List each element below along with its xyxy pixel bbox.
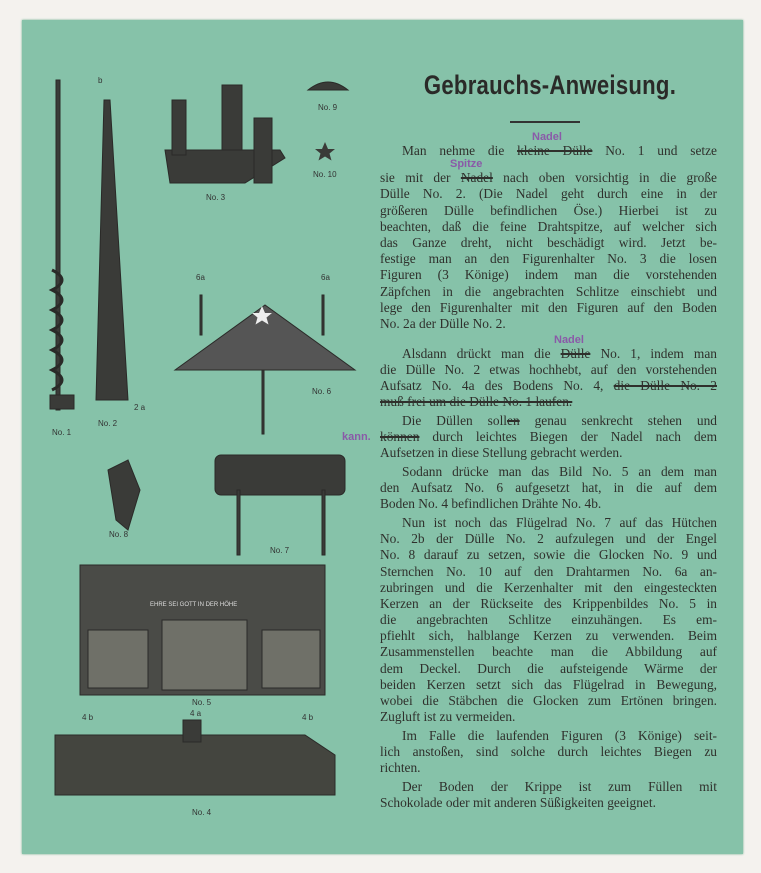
text-segment: zubringen und die Kerzenhalter mit den eingesteckten <box>380 579 717 595</box>
figure-label: No. 2 <box>98 419 118 428</box>
struck-text: Dülle <box>560 345 591 361</box>
text-segment: beachten, daß die feine Drahtspitze, auf welcher sich <box>380 218 717 234</box>
text-segment: Nun ist noch das Flügelrad No. 7 auf das Hütchen <box>402 514 717 530</box>
text-line <box>380 661 717 677</box>
text-line <box>380 515 717 531</box>
text-segment: Dülle No. 2. (Die Nadel geht durch eine in der <box>380 186 717 202</box>
bell-figure <box>308 82 348 90</box>
text-segment: Sodann drücke man das Bild No. 5 an dem man <box>402 463 717 479</box>
paragraph <box>380 464 717 513</box>
text-line <box>380 744 717 760</box>
picture-banner: EHRE SEI GOTT IN DER HÖHE <box>150 602 238 608</box>
figure-label: 4 a <box>190 709 202 718</box>
text-segment: Der Boden der Krippe ist zum Füllen mit <box>402 778 717 794</box>
text-segment: pfiehlt sich, halblange Kerzen zu verwenden. Beim <box>380 628 717 644</box>
text-segment: dem Deckel. Durch die aufsteigende Wärme der <box>380 660 717 676</box>
text-line <box>380 564 717 580</box>
figure-label: No. 8 <box>109 530 129 539</box>
text-line <box>380 394 717 410</box>
text-line <box>380 779 717 795</box>
figure-label: No. 3 <box>206 193 226 202</box>
text-line <box>380 531 717 547</box>
text-line <box>380 628 717 644</box>
text-line <box>380 693 717 709</box>
text-line <box>380 480 717 496</box>
text-segment: größeren Dülle befindlichen Öse.) Hierbei ist zu <box>380 202 717 218</box>
figure-label: No. 9 <box>318 103 338 112</box>
text-line <box>380 547 717 563</box>
figure-label: No. 5 <box>192 698 212 707</box>
text-segment: Man nehme die <box>402 143 518 158</box>
needle-figure <box>56 80 60 410</box>
text-segment: sie mit der <box>380 170 461 186</box>
text-segment: Kerzen an der Rückseite des Krippenbildes No. 5 in <box>380 595 717 611</box>
text-line <box>380 580 717 596</box>
text-segment: nach oben vorsichtig in die große <box>492 170 718 186</box>
text-line <box>380 335 717 362</box>
struck-text: muß frei um die Dülle No. 1 laufen. <box>380 394 573 410</box>
text-line <box>380 760 717 776</box>
text-line <box>380 300 717 316</box>
figure-label: No. 6 <box>312 387 332 396</box>
tube-figure <box>96 100 128 400</box>
figure-label: 6a <box>321 273 330 282</box>
text-segment: die Dülle No. 2 etwas hochhebt, auf den vorstehenden <box>380 361 717 377</box>
text-line <box>380 378 717 394</box>
text-line <box>380 464 717 480</box>
text-segment: No. 2b der Dülle No. 2 aufzulegen und der Engel <box>380 531 717 547</box>
text-line <box>380 186 717 202</box>
text-segment: wobei die Stäbchen die Glocken zum Ertönen bringen. <box>380 693 717 708</box>
text-segment: Im Falle die laufenden Figuren (3 Könige) seit- <box>402 727 717 743</box>
figure-label: 2 a <box>134 403 146 412</box>
figure-label: 6a <box>196 273 205 282</box>
paragraph <box>380 515 717 725</box>
text-line <box>380 728 717 744</box>
text-line <box>380 709 717 725</box>
text-line <box>380 612 717 628</box>
text-segment: Schokolade oder mit anderen Süßigkeiten geeignet. <box>380 795 656 811</box>
text-segment: Aufsatz No. 4a des Bodens No. 4, <box>380 377 614 393</box>
paragraph <box>380 132 717 332</box>
text-segment: durch leichtes Biegen der Nadel nach dem <box>419 429 717 444</box>
text-line <box>342 429 717 445</box>
handwritten-correction: kann. <box>342 431 371 444</box>
text-line <box>380 496 717 512</box>
base-figure <box>55 735 335 795</box>
text-line <box>380 203 717 219</box>
text-segment: Alsdann drückt man die <box>402 345 561 361</box>
figure-label: 4 b <box>82 713 94 722</box>
text-segment: richten. <box>380 760 421 776</box>
text-segment: Die Düllen soll <box>402 412 508 428</box>
text-segment: Boden No. 4 befindlichen Drähte No. 4b. <box>380 496 602 512</box>
struck-text: Nadel <box>460 170 493 186</box>
handwritten-correction: Nadel <box>554 333 584 346</box>
text-segment: Sternchen No. 10 auf den Drahtarmen No. 6a an- <box>380 563 717 579</box>
text-segment: festige man an den Figurenhalter No. 3 die losen <box>380 251 717 267</box>
text-segment: beiden Kerzen setzt sich das Flügelrad in Bewegung, <box>380 676 717 692</box>
struck-text: en <box>507 412 520 428</box>
figure-label: No. 10 <box>313 170 337 179</box>
text-line <box>380 316 717 332</box>
struck-text: können <box>380 429 420 444</box>
text-line <box>380 596 717 612</box>
figure-label: No. 4 <box>192 808 212 817</box>
text-segment: Figuren (3 Könige) indem man die vorstehenden <box>380 267 717 283</box>
text-segment: lich anstoßen, sind solche durch leichtes Biegen zu <box>380 744 717 760</box>
struck-text: kleine Dülle <box>517 143 593 158</box>
handwritten-correction: Nadel <box>532 131 562 143</box>
text-segment: den Aufsatz No. 6 aufgesetzt hat, in die auf dem <box>380 480 717 496</box>
text-line <box>380 235 717 251</box>
struck-text: die Dülle No. 2 <box>613 377 717 393</box>
wheel-figure <box>215 455 345 495</box>
instructions-body <box>342 131 718 814</box>
figure-label: No. 1 <box>52 428 72 437</box>
page-title: Gebrauchs-Anweisung. <box>423 70 677 100</box>
text-line <box>380 267 717 283</box>
text-segment: Aufsetzen in diese Stellung gebracht werden. <box>380 445 623 461</box>
text-segment: lege den Figurenhalter mit den Figuren auf den Boden <box>380 299 717 315</box>
text-line <box>380 219 717 235</box>
paragraph <box>380 779 717 811</box>
paragraph <box>380 728 717 777</box>
text-segment: genau senkrecht stehen und <box>519 412 717 428</box>
handwritten-correction: Spitze <box>450 158 483 171</box>
text-segment: No. 8 darauf zu setzen, sowie die Glocken No. 9 und <box>380 547 717 563</box>
paragraph <box>342 412 717 462</box>
text-line <box>380 445 717 461</box>
text-line <box>380 159 717 186</box>
text-segment: Zusammenstellen beachte man die Abbildung auf <box>380 644 717 660</box>
paragraph <box>380 335 717 411</box>
text-line <box>380 362 717 378</box>
text-line <box>380 413 717 429</box>
text-line <box>380 251 717 267</box>
figure-label: b <box>98 76 103 85</box>
text-segment: das Ganze dreht, nicht beschädigt wird. Jetzt be- <box>380 234 717 250</box>
text-line <box>380 677 717 693</box>
text-line <box>380 284 717 300</box>
title-divider <box>510 121 580 123</box>
text-segment: Zäpfchen in die angebrachten Schlitze einschiebt und <box>380 283 717 299</box>
king-figure <box>172 100 186 155</box>
figure-label: 4 b <box>302 713 314 722</box>
figure-label: No. 7 <box>270 546 290 555</box>
text-segment: No. 1, indem man <box>590 345 717 361</box>
text-segment: No. 2a der Dülle No. 2. <box>380 315 506 331</box>
text-segment: die angebrachten Schlitze einzuhängen. Es em- <box>380 612 717 628</box>
text-segment: No. 1 und setze <box>592 143 717 158</box>
text-segment: Zugluft ist zu vermeiden. <box>380 709 516 725</box>
star-figure <box>315 142 335 161</box>
text-line <box>380 795 717 811</box>
text-line <box>380 644 717 660</box>
text-line <box>380 132 717 159</box>
angel-figure <box>108 460 140 530</box>
